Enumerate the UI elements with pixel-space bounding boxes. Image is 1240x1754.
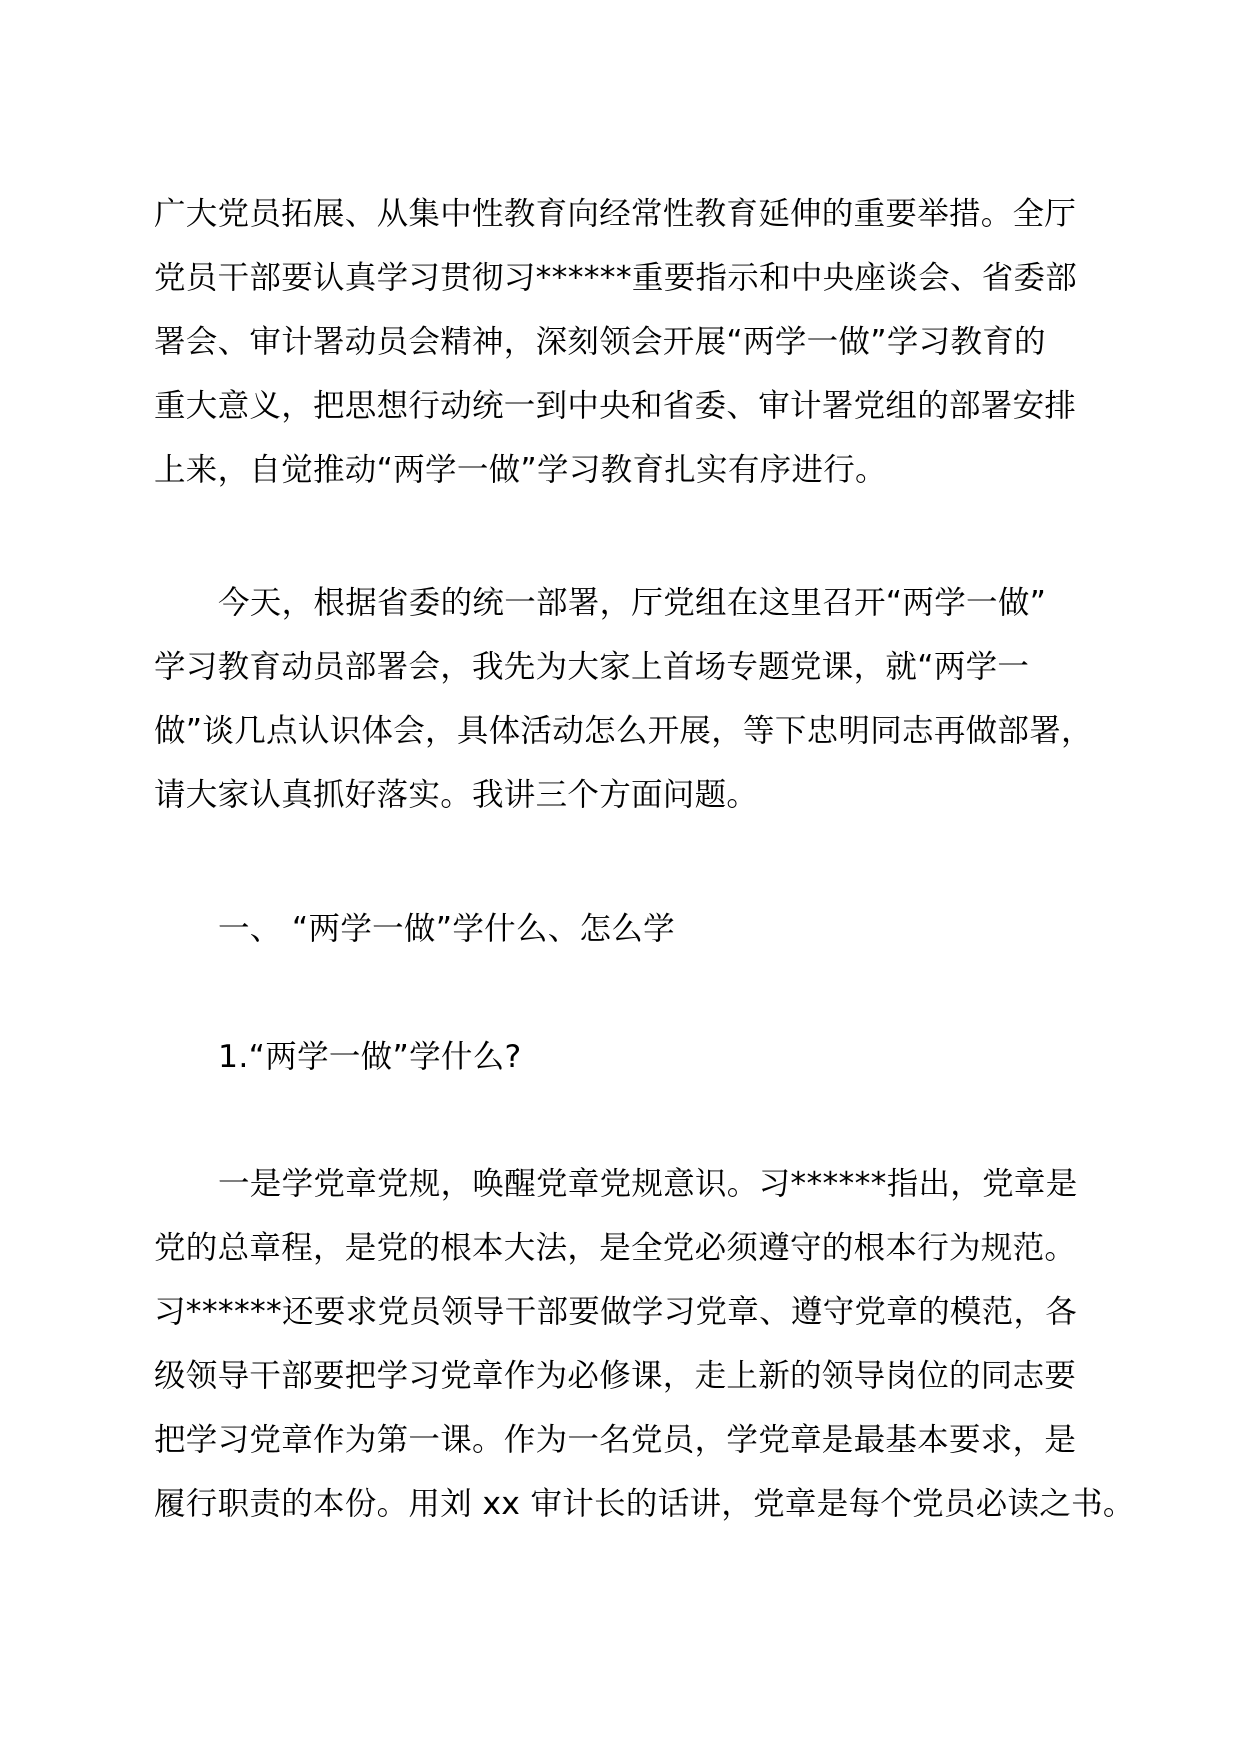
paragraph-2-line: 请大家认真抓好落实。我讲三个方面问题。 [154, 777, 759, 813]
paragraph-1-line: 广大党员拓展、从集中性教育向经常性教育延伸的重要举措。全厅 [154, 196, 1077, 232]
paragraph-2-line: 学习教育动员部署会，我先为大家上首场专题党课，就“两学一 [154, 649, 1030, 685]
section-heading [154, 897, 1090, 961]
paragraph-3-line: 级领导干部要把学习党章作为必修课，走上新的领导岗位的同志要 [154, 1358, 1077, 1394]
paragraph-2 [154, 571, 1093, 827]
paragraph-3 [154, 1152, 1135, 1536]
subsection-heading-text: 1.“两学一做”学什么? [218, 1039, 522, 1075]
section-heading-text: 一、 “两学一做”学什么、怎么学 [218, 911, 675, 947]
paragraph-3-line: 一是学党章党规，唤醒党章党规意识。习******指出，党章是 [218, 1166, 1078, 1202]
paragraph-1-line: 上来，自觉推动“两学一做”学习教育扎实有序进行。 [154, 452, 887, 488]
paragraph-1-line: 署会、审计署动员会精神，深刻领会开展“两学一做”学习教育的 [154, 324, 1046, 360]
paragraph-3-line: 履行职责的本份。用刘 xx 审计长的话讲，党章是每个党员必读之书。 [154, 1486, 1135, 1522]
paragraph-1-line: 重大意义，把思想行动统一到中央和省委、审计署党组的部署安排 [154, 388, 1077, 424]
paragraph-3-line: 把学习党章作为第一课。作为一名党员，学党章是最基本要求，是 [154, 1422, 1077, 1458]
paragraph-1 [154, 182, 1090, 502]
subsection-heading [154, 1025, 1090, 1089]
paragraph-2-line: 做”谈几点认识体会，具体活动怎么开展，等下忠明同志再做部署， [154, 713, 1093, 749]
paragraph-3-line: 习******还要求党员领导干部要做学习党章、遵守党章的模范，各 [154, 1294, 1078, 1330]
paragraph-1-line: 党员干部要认真学习贯彻习******重要指示和中央座谈会、省委部 [154, 260, 1078, 296]
paragraph-2-line: 今天，根据省委的统一部署，厅党组在这里召开“两学一做” [218, 585, 1047, 621]
paragraph-3-line: 党的总章程，是党的根本大法，是全党必须遵守的根本行为规范。 [154, 1230, 1077, 1266]
